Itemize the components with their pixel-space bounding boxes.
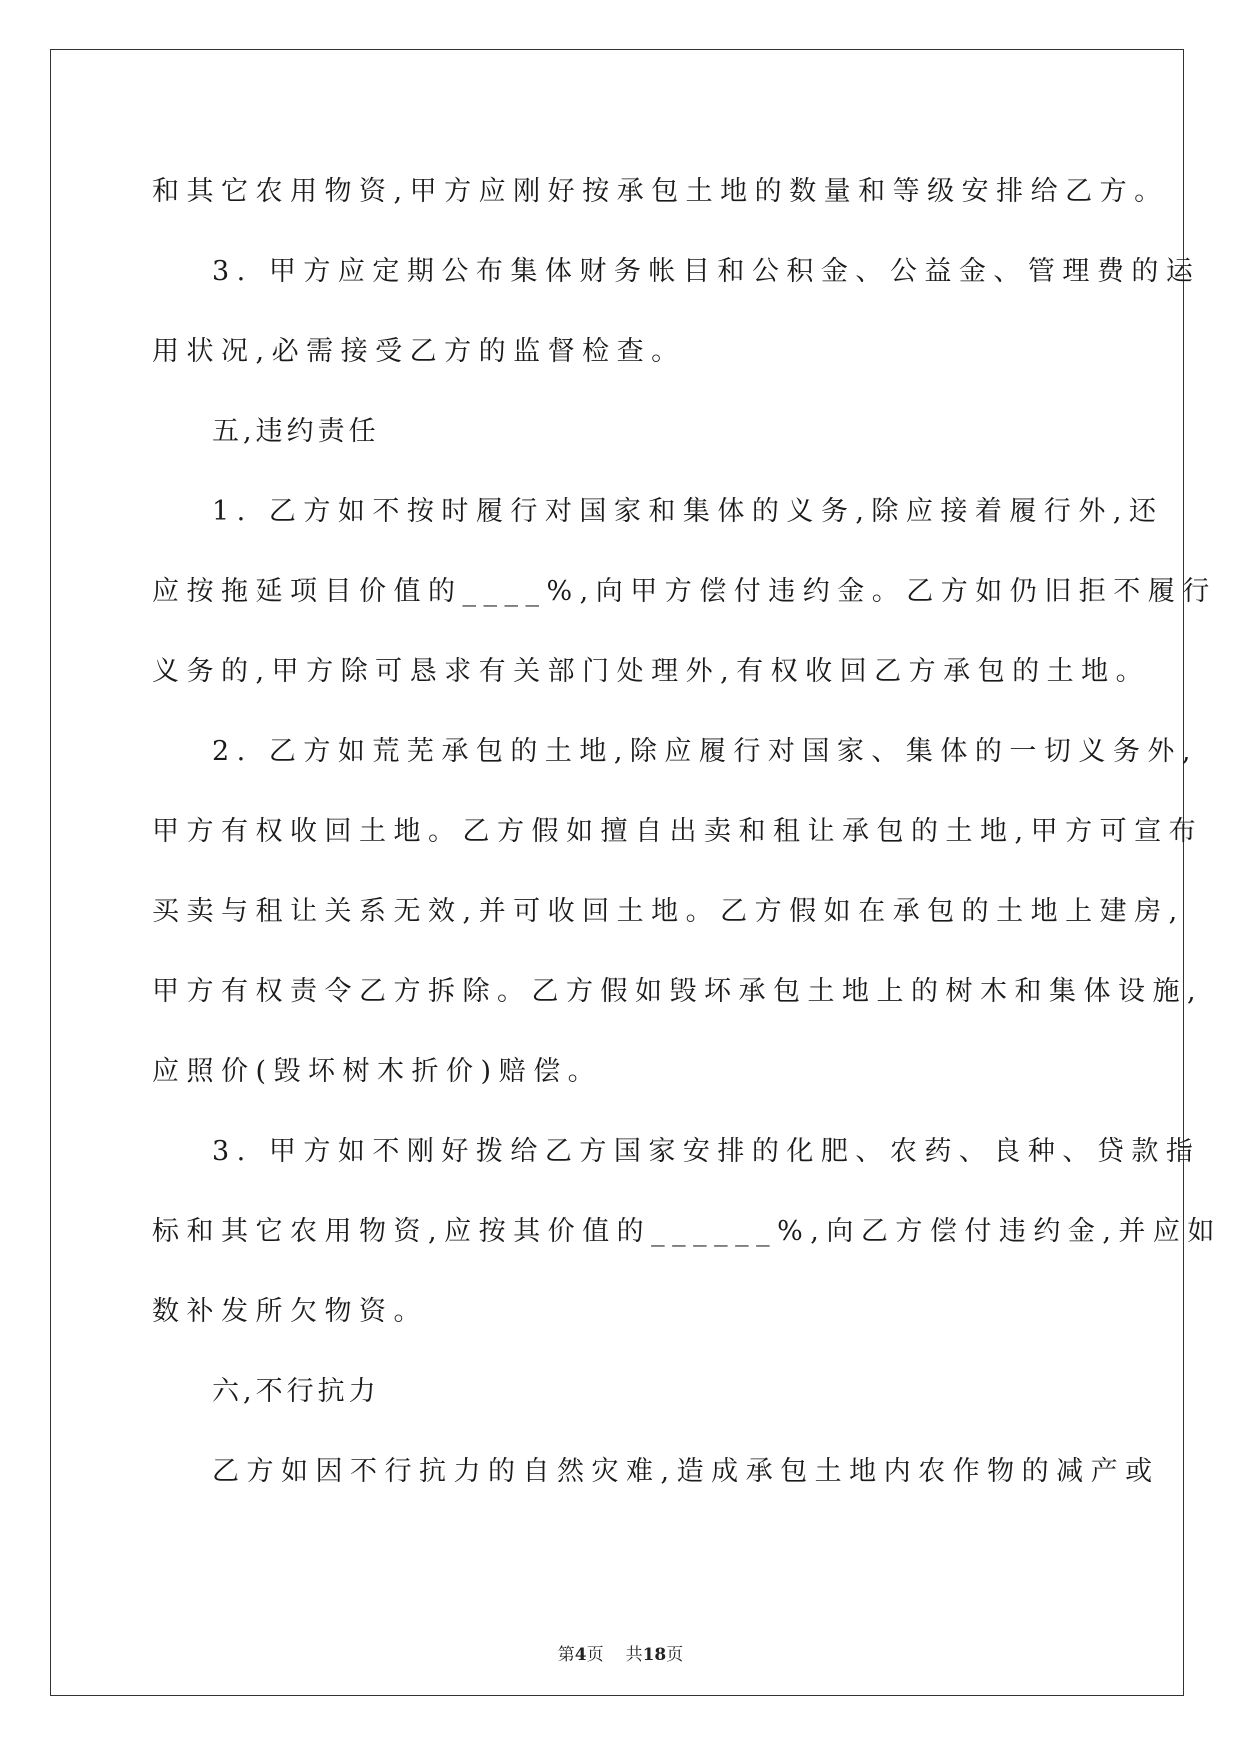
text-line: 应按拖延项目价值的____%,向甲方偿付违约金。乙方如仍旧拒不履行 xyxy=(152,576,1217,607)
text-line: 3. 甲方应定期公布集体财务帐目和公积金、公益金、管理费的运 xyxy=(212,256,1201,287)
section-heading: 六,不行抗力 xyxy=(212,1376,380,1407)
text-line: 甲方有权收回土地。乙方假如擅自出卖和租让承包的土地,甲方可宣布 xyxy=(152,816,1204,847)
page-border xyxy=(50,49,1184,1696)
text-line: 买卖与租让关系无效,并可收回土地。乙方假如在承包的土地上建房, xyxy=(152,896,1185,927)
total-prefix: 共 xyxy=(625,1645,643,1665)
section-heading: 五,违约责任 xyxy=(212,416,380,447)
text-line: 3. 甲方如不刚好拨给乙方国家安排的化肥、农药、良种、贷款指 xyxy=(212,1136,1201,1167)
text-line: 义务的,甲方除可恳求有关部门处理外,有权收回乙方承包的土地。 xyxy=(152,656,1151,687)
text-line: 数补发所欠物资。 xyxy=(152,1296,428,1327)
text-line: 1. 乙方如不按时履行对国家和集体的义务,除应接着履行外,还 xyxy=(212,496,1164,527)
page-prefix: 第 xyxy=(557,1645,575,1665)
text-line: 和其它农用物资,甲方应刚好按承包土地的数量和等级安排给乙方。 xyxy=(152,176,1169,207)
text-line: 甲方有权责令乙方拆除。乙方假如毁坏承包土地上的树木和集体设施, xyxy=(152,976,1204,1007)
page-suffix: 页 xyxy=(586,1645,604,1665)
page-footer xyxy=(0,1647,1241,1664)
total-suffix: 页 xyxy=(666,1645,684,1665)
text-line: 标和其它农用物资,应按其价值的______%,向乙方偿付违约金,并应如 xyxy=(152,1216,1222,1247)
text-line: 用状况,必需接受乙方的监督检查。 xyxy=(152,336,686,367)
text-line: 乙方如因不行抗力的自然灾难,造成承包土地内农作物的减产或 xyxy=(212,1456,1160,1487)
text-line: 应照价(毁坏树木折价)赔偿。 xyxy=(152,1056,603,1087)
page-number: 4 xyxy=(574,1645,587,1665)
text-line: 2. 乙方如荒芜承包的土地,除应履行对国家、集体的一切义务外, xyxy=(212,736,1199,767)
total-pages: 18 xyxy=(642,1645,667,1665)
